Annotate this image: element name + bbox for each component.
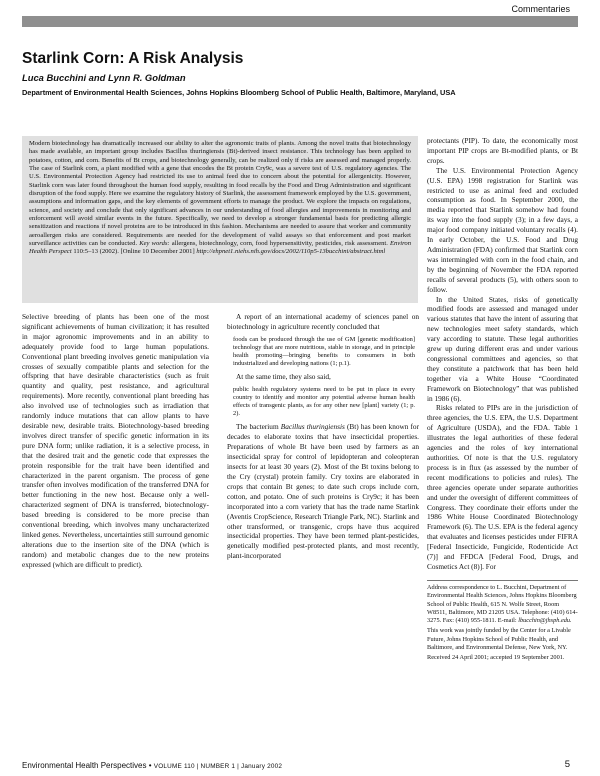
body-column-2 [227, 312, 419, 752]
text-run: (Bt) [346, 422, 359, 432]
paragraph: At the same time, they also said, [236, 372, 331, 382]
keywords-label: Key words: [139, 240, 170, 248]
body-column-3 [427, 136, 578, 577]
section-label: Commentaries [511, 4, 570, 14]
text-run: has been known for decades to elaborate toxins that have insecticidal properties. Preparations of whole Bt have been used by farmers as an insecticidal spray for control of lepidopteran and coleopteran insects for at least 30 years (2). Most of the Bt toxins belong to the Cry (crystal) protein family. Cry toxins are elaborated in crops that contain Bt genes; to date such crops include corn, cotton, and potato. One of such proteins is Cry9c; it has been incorporated into a corn variety that has the trade name Starlink (Aventis CropScience, Research Triangle Park, NC). Starlink and other transformed, or transgenic, crops have thus acquired insecticidal properties. They have been termed plant-pesticides, genetically modified pest-protected plants, and most recently, plant-incorporated [227, 422, 419, 561]
article-title: Starlink Corn: A Risk Analysis [22, 50, 244, 67]
footer-volume: VOLUME 110 | NUMBER 1 | January 2002 [153, 763, 283, 770]
footer-separator: • [148, 761, 152, 770]
paragraph: Selective breeding of plants has been one of the most significant achievements of human civilization; it has resulted in major agronomic improvements and in an ability to adequately provide food to large human populations. Conventional plant breeding involves genetic manipulation via crosses of sexually compatible plants and selection for the offspring that have desirable characteristics (such as fruit quantity and quality, pest resistance, and agricultural requirements). More recently, conventional plant breeding has also involved use of technologies such as irradiation that randomly induce mutations that can allow plants to have desirable new, desirable traits. Biotechnology-based breeding involves direct transfer of specific genetic information in its pure DNA form; unlike radiation, it is a selective process, in that the desired trait and the genetic code that expresses the protein responsible for the trait have been identified and characterized in the parent organism. The process of gene transfer often involves modification of the transferred DNA for better functioning in the new host. Because only a well-characterized segment of DNA is transferred, biotechnology-based breeding is considered to be more precise than conventional breeding, which involves many uncharacterized linked genes. Nevertheless, uncertainties still surround genomic alterations due to the insertion site of the DNA (which is random) and metabolic changes due to the new proteins expressed (which are difficult to predict). [22, 312, 209, 569]
email-link[interactable]: lbucchin@jhsph.edu. [518, 617, 572, 625]
correspondence-address: Address correspondence to L. Bucchini, Department of Environmental Health Sciences, Johns Hopkins Bloomberg School of Public Health, 615 N. Wolfe Street, Room W8511, Baltimore, MD 21205 USA. Telephone: (410) 614-3275. Fax: (410) 955-1811. [427, 584, 578, 625]
paragraph: Risks related to PIPs are in the jurisdiction of three agencies, the U.S. EPA, the U.S. Department of Agriculture (USDA), and the FDA. Table 1 illustrates the legal authorities of these federal agencies and the roles of key international authorities. Of note is that the U.S. regulatory process is in flux (as assessed by the number of recent modifications to policies and rules). The three agencies operate under separate authorities and under the oversight of different committees of Congress. They coordinate their efforts under the 1986 White House Coordinated Biotechnology Framework (6). The U.S. EPA is the federal agency that evaluates and licenses pesticides under FIFRA [Federal Insecticide, Fungicide, Rodenticide Act (7)] and FFDCA [Federal Food, Drugs, and Cosmetics Act (8)]. For [427, 403, 578, 571]
citation-journal: Environ Health Perspect [29, 240, 411, 256]
block-quote: public health regulatory systems need to be put in place in every country to identify and monitor any potential adverse human health effects of transgenic plants, as for any other new [plant] variety (1; p. 2). [233, 386, 415, 418]
received-dates: Received 24 April 2001; accepted 19 September 2001. [427, 654, 565, 662]
block-quote: foods can be produced through the use of GM [genetic modification] technology that are more nutritious, stable in storage, and in principle health promoting—bringing benefits to consumers in both industrialized and developing nations (1; p.1). [233, 335, 415, 368]
abstract-text: Modern biotechnology has dramatically increased our ability to alter the agronomic traits of plants. Among the novel traits that biotechnology has made available, an important group includes Bacillus thuringiensis (Bt)-derived insect resistance. This technology has been applied to potatoes, cotton, and corn. Benefits of Bt crops, and biotechnology generally, can be realized only if risks are assessed and managed properly. The case of Starlink corn, a plant modified with a gene that encodes the Bt protein Cry9c, was a severe test of U.S. regulatory agencies. The U.S. Environmental Protection Agency had restricted its use to animal feed due to concern about the potential for allergenicity. However, Starlink corn was later found throughout the human food supply, resulting in food recalls by the Food and Drug Administration and significant disruption of the food supply. Here we examine the regulatory history of Starlink, the assessment framework employed by the U.S. government, assumptions and information gaps, and the key elements of government efforts to manage the product. We explore the impacts on regulations, science, and society and conclude that only significant advances in our understanding of food allergies and improvements in monitoring and enforcement will avoid similar events in the future. Specifically, we need to develop a stronger fundamental basis for predicting allergic sensitization and reactions if novel proteins are to be introduced in this fashion. Mechanisms are needed to assure that worker and community aeroallergen risks are considered. Requirements are needed for the development of valid assays so that enforcement and post market surveillance activities can be conducted. [29, 140, 411, 248]
species-name: Bacillus thuringiensis [280, 422, 345, 432]
keywords: allergens, biotechnology, corn, food hypersensitivity, pesticides, risk assessment. [171, 240, 388, 248]
abstract-box [22, 136, 418, 303]
correspondence-note [427, 584, 578, 665]
article-affiliation: Department of Environmental Health Sciences, Johns Hopkins Bloomberg School of Public Health, Baltimore, Maryland, USA [22, 88, 456, 97]
article-authors: Luca Bucchini and Lynn R. Goldman [22, 72, 186, 83]
footer-citation [22, 761, 282, 770]
funding-note: This work was jointly funded by the Center for a Livable Future, Johns Hopkins School of Public Health, and Baltimore, and Environmental Defense, New York, NY. [427, 627, 571, 652]
paragraph: The U.S. Environmental Protection Agency (U.S. EPA) 1998 registration for Starlink was restricted to use as animal feed and excluded consumption as food. In September 2000, the media reported that Starlink somehow had found its way into the food supply (3); in a few days, a major food company initiated voluntary recalls (4). In early October, the U.S. Food and Drug Administration (FDA) confirmed that Starlink corn was intermingled with corn in the food chain, and by the beginning of November the FDA reported recalls of several products (5), with others soon to follow. [427, 165, 578, 294]
divider [427, 580, 578, 581]
citation: 110:5–13 (2002). [Online 10 December 2001] [73, 248, 195, 256]
body-column-1 [22, 312, 209, 752]
header-bar [22, 16, 578, 27]
text-run: The bacterium [236, 422, 279, 432]
page-number: 5 [564, 759, 570, 770]
footer-journal: Environmental Health Perspectives [22, 761, 147, 770]
abstract-url[interactable]: http://ehpnet1.niehs.nih.gov/docs/2002/110p5-13bucchini/abstract.html [196, 248, 386, 256]
paragraph [227, 422, 419, 561]
paragraph: A report of an international academy of sciences panel on biotechnology in agriculture recently concluded that [227, 312, 419, 331]
email-label: E-mail: [497, 617, 517, 625]
paragraph: protectants (PIP). To date, the economically most important PIP crops are Bt-modified plants, or Bt crops. [427, 136, 578, 165]
paragraph: In the United States, risks of genetically modified foods are assessed and managed under various statutes that have the intent of assuring that new technologies meet safety standards, which vary according to statute. These legal authorities grew up during different eras and under various congressional committees and agencies, so that they constitute a patchwork that has been held together via a White House “Coordinated Framework on Biotechnology” that was published in 1986 (6). [427, 294, 578, 403]
